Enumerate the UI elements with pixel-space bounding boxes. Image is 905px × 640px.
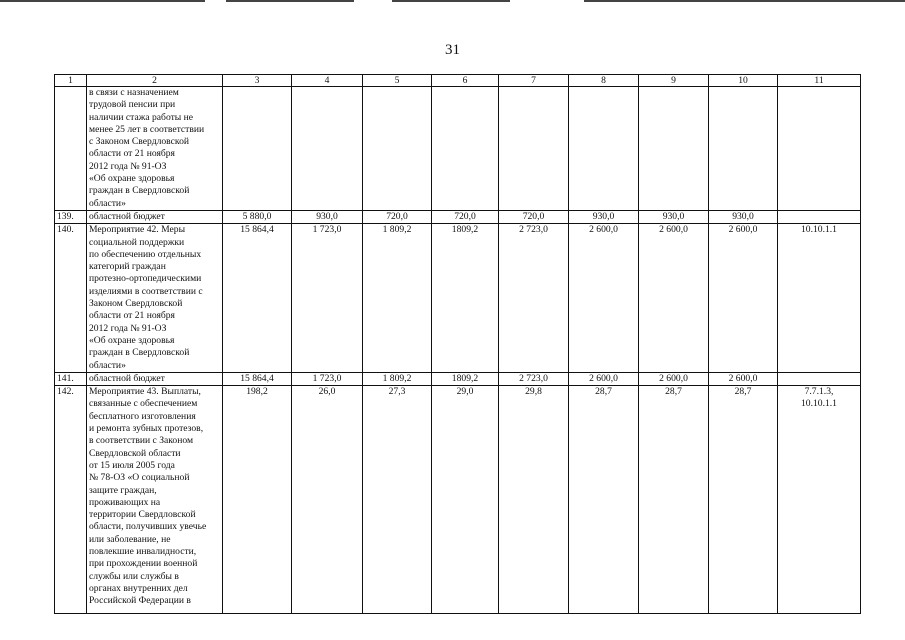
value-cell: 1 809,2 bbox=[363, 224, 432, 373]
table-row bbox=[55, 87, 861, 211]
value-cell: 2 723,0 bbox=[499, 372, 569, 385]
header-cell: 10 bbox=[709, 75, 778, 87]
value-cell: 15 864,4 bbox=[223, 224, 292, 373]
code-cell: 7.7.1.3, 10.10.1.1 bbox=[778, 386, 861, 614]
value-cell: 930,0 bbox=[639, 211, 709, 224]
value-cell: 2 600,0 bbox=[569, 372, 639, 385]
value-cell: 720,0 bbox=[499, 211, 569, 224]
value-cell: 2 600,0 bbox=[639, 372, 709, 385]
value-cell: 27,3 bbox=[363, 386, 432, 614]
scan-artifact-line bbox=[0, 0, 205, 2]
value-cell: 1 723,0 bbox=[292, 372, 363, 385]
table-row bbox=[55, 224, 861, 373]
value-cell: 28,7 bbox=[639, 386, 709, 614]
value-cell: 29,0 bbox=[432, 386, 499, 614]
row-number bbox=[55, 87, 87, 211]
value-cell: 930,0 bbox=[569, 211, 639, 224]
value-cell: 2 723,0 bbox=[499, 224, 569, 373]
value-cell: 15 864,4 bbox=[223, 372, 292, 385]
header-cell: 6 bbox=[432, 75, 499, 87]
value-cell: 26,0 bbox=[292, 386, 363, 614]
column-number-header bbox=[55, 75, 861, 87]
value-cell bbox=[432, 87, 499, 211]
table-row bbox=[55, 372, 861, 385]
value-cell bbox=[223, 87, 292, 211]
header-cell: 7 bbox=[499, 75, 569, 87]
code-cell: 10.10.1.1 bbox=[778, 224, 861, 373]
value-cell: 1809,2 bbox=[432, 224, 499, 373]
value-cell bbox=[292, 87, 363, 211]
budget-table bbox=[54, 74, 861, 614]
scan-artifact-line bbox=[226, 0, 354, 2]
table-row bbox=[55, 211, 861, 224]
value-cell: 930,0 bbox=[292, 211, 363, 224]
value-cell: 1 723,0 bbox=[292, 224, 363, 373]
value-cell bbox=[499, 87, 569, 211]
value-cell: 2 600,0 bbox=[709, 372, 778, 385]
header-cell: 9 bbox=[639, 75, 709, 87]
value-cell bbox=[363, 87, 432, 211]
value-cell: 2 600,0 bbox=[709, 224, 778, 373]
row-description: областной бюджет bbox=[87, 372, 223, 385]
value-cell: 28,7 bbox=[709, 386, 778, 614]
header-cell: 2 bbox=[87, 75, 223, 87]
header-cell: 11 bbox=[778, 75, 861, 87]
row-description: областной бюджет bbox=[87, 211, 223, 224]
value-cell: 198,2 bbox=[223, 386, 292, 614]
value-cell: 720,0 bbox=[363, 211, 432, 224]
row-number: 142. bbox=[55, 386, 87, 614]
value-cell: 5 880,0 bbox=[223, 211, 292, 224]
value-cell: 2 600,0 bbox=[639, 224, 709, 373]
page-number: 31 bbox=[445, 42, 460, 58]
value-cell: 930,0 bbox=[709, 211, 778, 224]
value-cell: 1 809,2 bbox=[363, 372, 432, 385]
scan-artifact-line bbox=[392, 0, 510, 2]
code-cell bbox=[778, 211, 861, 224]
header-cell: 4 bbox=[292, 75, 363, 87]
value-cell bbox=[709, 87, 778, 211]
code-cell bbox=[778, 87, 861, 211]
row-description: Мероприятие 43. Выплаты, связанные с обеспечением бесплатного изготовления и ремонта зубных протезов, в соответствии с Законом Свердловской области от 15 июля 2005 года № 78-ОЗ «О социальной защите граждан, проживающих на территории Свердловской области, получивших увечье или заболевание, не повлекшие инвалидности, при прохождении военной службы или службы в органах внутренних дел Российской Федерации в bbox=[87, 386, 223, 614]
row-description: в связи с назначением трудовой пенсии при наличии стажа работы не менее 25 лет в соответствии с Законом Свердловской области от 21 ноября 2012 года № 91-ОЗ «Об охране здоровья граждан в Свердловской области» bbox=[87, 87, 223, 211]
row-description: Мероприятие 42. Меры социальной поддержки по обеспечению отдельных категорий граждан протезно-ортопедическими изделиями в соответствии с Законом Свердловской области от 21 ноября 2012 года № 91-ОЗ «Об охране здоровья граждан в Свердловской области» bbox=[87, 224, 223, 373]
row-number: 140. bbox=[55, 224, 87, 373]
value-cell: 29,8 bbox=[499, 386, 569, 614]
value-cell bbox=[639, 87, 709, 211]
header-cell: 1 bbox=[55, 75, 87, 87]
table-row bbox=[55, 386, 861, 614]
value-cell bbox=[569, 87, 639, 211]
row-number: 141. bbox=[55, 372, 87, 385]
row-number: 139. bbox=[55, 211, 87, 224]
value-cell: 1809,2 bbox=[432, 372, 499, 385]
header-cell: 3 bbox=[223, 75, 292, 87]
value-cell: 28,7 bbox=[569, 386, 639, 614]
header-cell: 5 bbox=[363, 75, 432, 87]
value-cell: 2 600,0 bbox=[569, 224, 639, 373]
code-cell bbox=[778, 372, 861, 385]
value-cell: 720,0 bbox=[432, 211, 499, 224]
scan-artifact-line bbox=[584, 0, 905, 2]
header-cell: 8 bbox=[569, 75, 639, 87]
